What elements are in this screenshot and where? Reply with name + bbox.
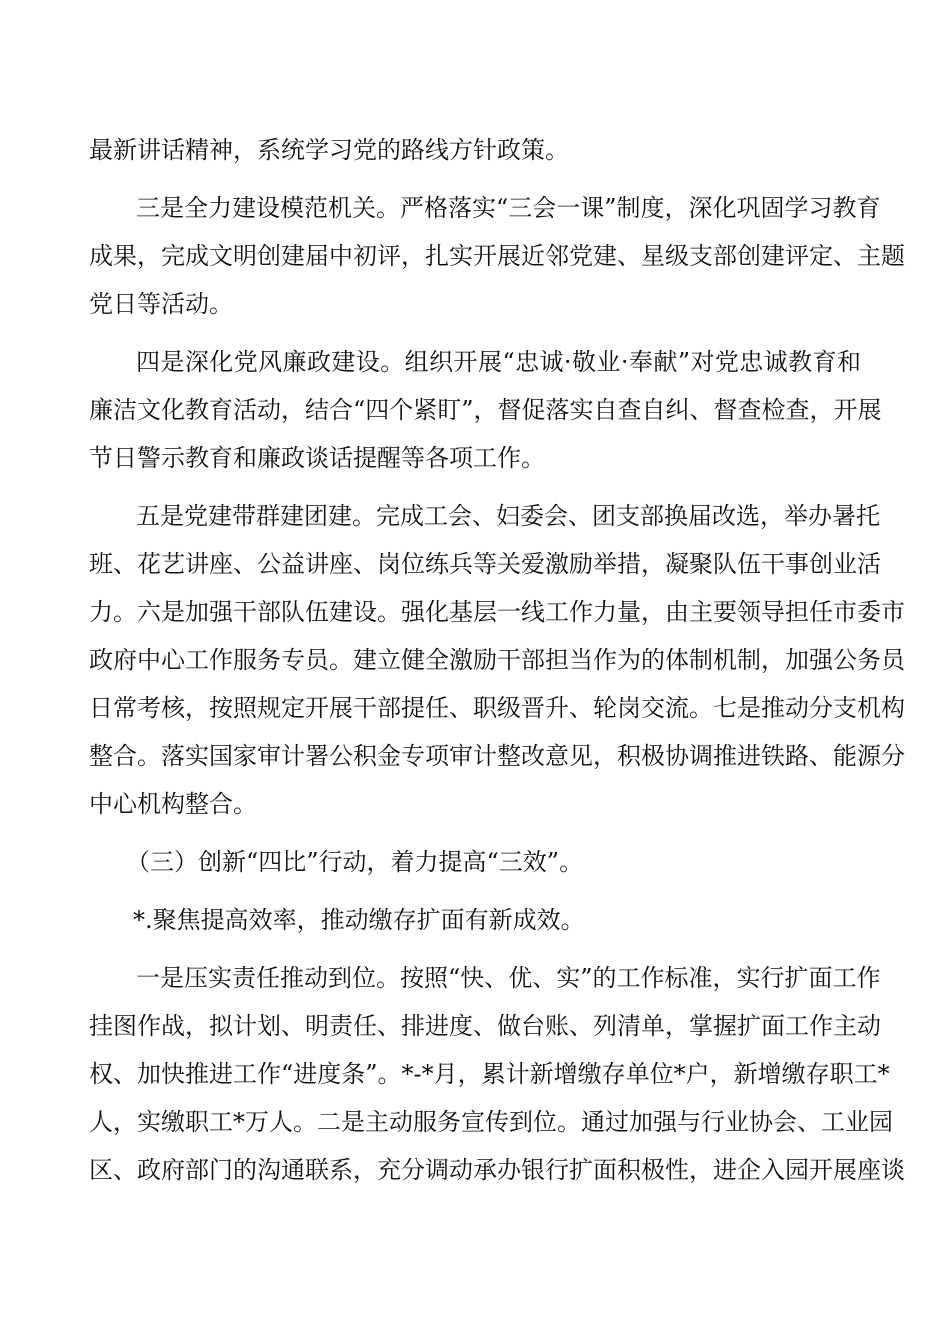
text-line: 政府中心工作服务专员。建立健全激励干部担当作为的体制机制，加强公务员	[89, 646, 905, 674]
text-line: 三是全力建设模范机关。严格落实“三会一课”制度，深化巩固学习教育	[136, 194, 881, 222]
section-heading: （三）创新“四比”行动，着力提高“三效”。	[126, 848, 584, 876]
text-line: 班、花艺讲座、公益讲座、岗位练兵等关爱激励举措，凝聚队伍干事创业活	[89, 550, 881, 578]
text-line: 四是深化党风廉政建设。组织开展“忠诚·敬业·奉献”对党忠诚教育和	[136, 348, 861, 376]
text-line: 区、政府部门的沟通联系，充分调动承办银行扩面积极性，进企入园开展座谈	[89, 1156, 905, 1184]
text-line: 权、加快推进工作“进度条”。*-*月，累计新增缴存单位*户，新增缴存职工*	[89, 1060, 890, 1088]
text-line: 日常考核，按照规定开展干部提任、职级晋升、轮岗交流。七是推动分支机构	[89, 694, 905, 722]
text-line: 党日等活动。	[89, 290, 233, 318]
text-line: 节日警示教育和廉政谈话提醒等各项工作。	[89, 444, 545, 472]
text-line: 力。六是加强干部队伍建设。强化基层一线工作力量，由主要领导担任市委市	[89, 598, 905, 626]
text-line: 成果，完成文明创建届中初评，扎实开展近邻党建、星级支部创建评定、主题	[89, 242, 905, 270]
text-line: 最新讲话精神，系统学习党的路线方针政策。	[89, 136, 569, 164]
text-line: 廉洁文化教育活动，结合“四个紧盯”，督促落实自查自纠、督查检查，开展	[89, 396, 882, 424]
text-line: 一是压实责任推动到位。按照“快、优、实”的工作标准，实行扩面工作	[136, 964, 881, 992]
text-line: 五是党建带群建团建。完成工会、妇委会、团支部换届改选，举办暑托	[136, 502, 880, 530]
text-line: 中心机构整合。	[89, 790, 257, 818]
subsection-heading: *.聚焦提高效率，推动缴存扩面有新成效。	[133, 906, 585, 934]
text-line: 挂图作战，拟计划、明责任、排进度、做台账、列清单，掌握扩面工作主动	[89, 1012, 881, 1040]
text-line: 人，实缴职工*万人。二是主动服务宣传到位。通过加强与行业协会、工业园	[89, 1108, 893, 1136]
text-line: 整合。落实国家审计署公积金专项审计整改意见，积极协调推进铁路、能源分	[89, 742, 905, 770]
